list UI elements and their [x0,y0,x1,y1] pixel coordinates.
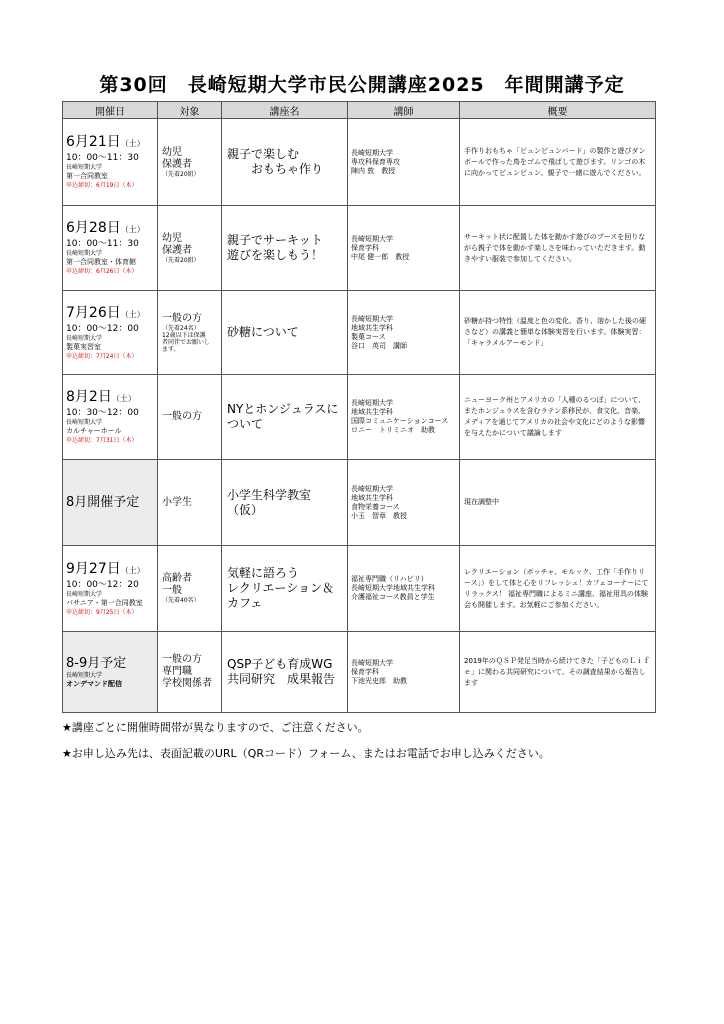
header-lecture: 講座名 [222,102,348,119]
note-time-caution: ★講座ごとに開催時間帯が異なりますので、ご注意ください。 [62,721,369,734]
instructor-line: 長崎短期大学 [351,148,393,157]
target-cell [158,291,222,375]
date-line [66,134,157,152]
venue-line: 長崎短期大学 [66,164,103,171]
application-deadline: 申込締切：7月24日（木） [66,352,138,360]
table-row [63,460,656,546]
instructor-cell [348,119,460,206]
lecture-title-line: 砂糖について [227,325,299,339]
venue-line: パサニア・第一合同教室 [66,598,143,607]
overview-text: 砂糖が持つ特性（温度と色の変化、香り、溶かした後の硬さなど）の講義と簡単な体験実習を行います。体験実習：「キャラメルアーモンド」 [464,317,646,347]
lecture-title-line: レクリエーション＆ [227,581,335,595]
lecture-title-line: NYとホンジュラスに [227,402,339,416]
target-line: 一般 [162,585,182,596]
instructor-line: 中尾 健一郎 教授 [351,252,410,261]
overview-cell [460,546,656,632]
application-deadline: 申込締切：6月26日（木） [66,268,138,275]
header-instructor: 講師 [348,102,460,119]
overview-cell [460,291,656,375]
instructor-line: 地域共生学科 [351,323,393,332]
time-range: 10：30～12：00 [66,408,139,418]
target-line: 高齢者 [162,573,192,584]
table-row [63,375,656,460]
application-deadline: 申込締切：7月31日（木） [66,437,138,444]
instructor-cell [348,460,460,546]
date-main: 7月26日 [66,304,121,321]
delivery-method: オンデマンド配信 [66,680,122,688]
date-cell [63,632,158,713]
instructor-cell [348,206,460,291]
instructor-line: 長崎短期大学 [351,234,393,243]
date-cell [63,546,158,632]
table-row [63,632,656,713]
venue-line: 長崎短期大学 [66,419,103,426]
weekday: （土） [120,139,145,148]
table-header-row [63,102,656,119]
instructor-line: ロニー トリミニオ 助教 [351,426,435,434]
instructor-line: 保育学科 [351,243,379,252]
target-line: 一般の方 [162,411,202,422]
date-main: 6月21日 [66,134,121,150]
venue-line: カルチャーホール [66,427,122,435]
weekday: （土） [111,394,136,403]
instructor-line: 長崎短期大学 [351,314,393,323]
instructor-line: 長崎短期大学 [351,399,393,407]
target-note: 者同伴でお願いし [162,338,211,346]
date-line [66,220,157,238]
target-line: 保護者 [162,244,192,256]
date-cell [63,375,158,460]
instructor-line: 食物栄養コース [351,502,400,511]
lecture-title-line: 気軽に語ろう [227,566,300,580]
target-note: ます。 [162,345,180,353]
target-note: 12歳以下は保護 [162,331,206,339]
lecture-title-line: 共同研究 成果報告 [227,672,336,686]
target-cell [158,375,222,460]
target-line: 専門職 [162,666,192,677]
overview-text: 手作りおもちゃ「ピュンピュンバード」の製作と遊びダンボールで作った鳥をゴムで飛ばして遊びます。リンゴの木に向かってピュンピュン、親子で一緒に遊んでください。 [464,146,646,177]
target-note: （先着40名） [162,597,200,604]
date-cell [63,460,158,546]
table-row [63,119,656,206]
table-row [63,546,656,632]
lecture-title-line: 親子でサーキット [227,233,323,247]
instructor-line: 製菓コース [351,332,386,341]
venue-line: 長崎短期大学 [66,334,103,342]
instructor-line: 小玉 智章 教授 [351,511,407,520]
lecture-title-line: カフェ [227,596,263,610]
target-note: （先着20組） [162,170,200,178]
lecture-cell [222,546,348,632]
overview-cell [460,632,656,713]
date-line [66,561,157,579]
lecture-cell [222,119,348,206]
venue-line: 長崎短期大学 [66,672,103,679]
application-deadline: 申込締切：6月19日（木） [66,182,138,189]
header-target: 対象 [158,102,222,119]
date-main: 6月28日 [66,220,121,236]
lecture-cell [222,460,348,546]
lecture-title-line: 親子で楽しむ [227,147,300,161]
overview-text: 2019年のＱＳＰ発足当時から続けてきた「子どものＬｉｆｅ」に関わる共同研究について、その調査結果から報告します [464,656,650,687]
target-line: 幼児 [162,146,182,158]
page-title: 第30回 長崎短期大学市民公開講座2025 年間開講予定 [99,74,625,96]
instructor-line: 長崎短期大学地域共生学科 [351,584,435,592]
instructor-line: 福祉専門職（リハビリ） [351,575,428,583]
date-cell [63,291,158,375]
lecture-title-line: （仮） [227,502,264,517]
application-deadline: 申込締切：9月25日（木） [66,608,138,616]
date-line [66,389,157,407]
instructor-line: 介護福祉コース教員と学生 [351,593,435,601]
lecture-cell [222,375,348,460]
header-date: 開催日 [63,102,158,119]
target-line: 保護者 [162,158,192,170]
venue-line: 長崎短期大学 [66,590,103,598]
venue-line: 製菓実習室 [66,342,101,351]
venue-line: 第一合同教室・体育館 [66,258,136,266]
instructor-cell [348,632,460,713]
instructor-line: 地域共生学科 [351,493,393,502]
time-range: 10：00～12：00 [66,323,139,334]
target-note: （先着24名） [162,324,200,332]
instructor-line: 下池光史郎 助教 [351,676,407,685]
weekday: （土） [120,309,145,319]
instructor-line: 長崎短期大学 [351,658,393,667]
time-range: 10：00～11：30 [66,153,139,163]
overview-text: レクリエーション（ボッチャ、モルック、工作「手作りリース」）をして体と心をリフレッシュ！カフェコーナーにてリラックス！ 福祉専門職によるミニ講座、福祉用具の体験会も開催します。お気軽にご参加ください。 [464,567,649,609]
venue-line: 長崎短期大学 [66,250,103,257]
lecture-title-line: 小学生科学教室 [227,487,312,502]
lecture-cell [222,632,348,713]
lecture-cell [222,206,348,291]
lecture-title-line: QSP子ども育成WG [227,657,333,671]
instructor-line: 長崎短期大学 [351,484,393,493]
target-line: 一般の方 [162,312,202,324]
target-line: 学校関係者 [162,678,212,689]
table-row [63,291,656,375]
target-line: 小学生 [162,496,192,508]
target-cell [158,546,222,632]
weekday: （土） [120,225,145,234]
date-label: 8月開催予定 [66,495,140,510]
overview-cell [460,375,656,460]
lecture-cell [222,291,348,375]
date-cell [63,206,158,291]
time-range: 10：00～11：30 [66,239,139,249]
date-main: 9月27日 [66,560,121,577]
table-row [63,206,656,291]
target-cell [158,632,222,713]
date-line [66,305,157,323]
overview-cell [460,206,656,291]
weekday: （土） [120,565,145,575]
overview-text: ニューヨーク州とアメリカの「人種のるつぼ」について、またホンジュラスを含むラテン系移民が、食文化、音楽、メディアを通じてアメリカの社会や文化にどのような影響を与えたかについて議論します [464,396,646,437]
date-cell [63,119,158,206]
instructor-cell [348,546,460,632]
header-overview: 概要 [460,102,656,119]
target-cell [158,119,222,206]
overview-text: 現在調整中 [464,498,499,506]
venue-line: 第一合同教室 [66,172,108,180]
target-line: 一般の方 [162,654,202,665]
instructor-line: 地域共生学科 [351,408,393,416]
instructor-line: 谷口 英司 講師 [351,341,407,350]
overview-cell [460,460,656,546]
instructor-line: 専攻科保育専攻 [351,157,400,166]
instructor-line: 陣内 敦 教授 [351,166,396,175]
date-main: 8月2日 [66,389,112,405]
lecture-title-line: 遊びを楽しもう！ [227,248,324,262]
lecture-title-line: おもちゃ作り [227,162,324,176]
instructor-line: 保育学科 [351,667,379,676]
time-range: 10：00～12：20 [66,579,139,590]
lecture-title-line: ついて [227,417,264,431]
instructor-cell [348,291,460,375]
schedule-table [62,101,656,713]
instructor-line: 国際コミュニケーションコース [351,417,449,425]
target-note: （先着20組） [162,256,200,264]
date-label: 8-9月予定 [66,656,127,671]
overview-text: サーキット状に配置した体を動かす遊びのブースを回りながら親子で体を動かす楽しさを味わっていただきます。動きやすい服装で参加してください。 [464,232,646,263]
target-cell [158,206,222,291]
overview-cell [460,119,656,206]
instructor-cell [348,375,460,460]
note-application: ★お申し込み先は、表面記載のURL（QRコード）フォーム、またはお電話でお申し込みください。 [62,747,550,760]
target-line: 幼児 [162,232,182,244]
target-cell [158,460,222,546]
